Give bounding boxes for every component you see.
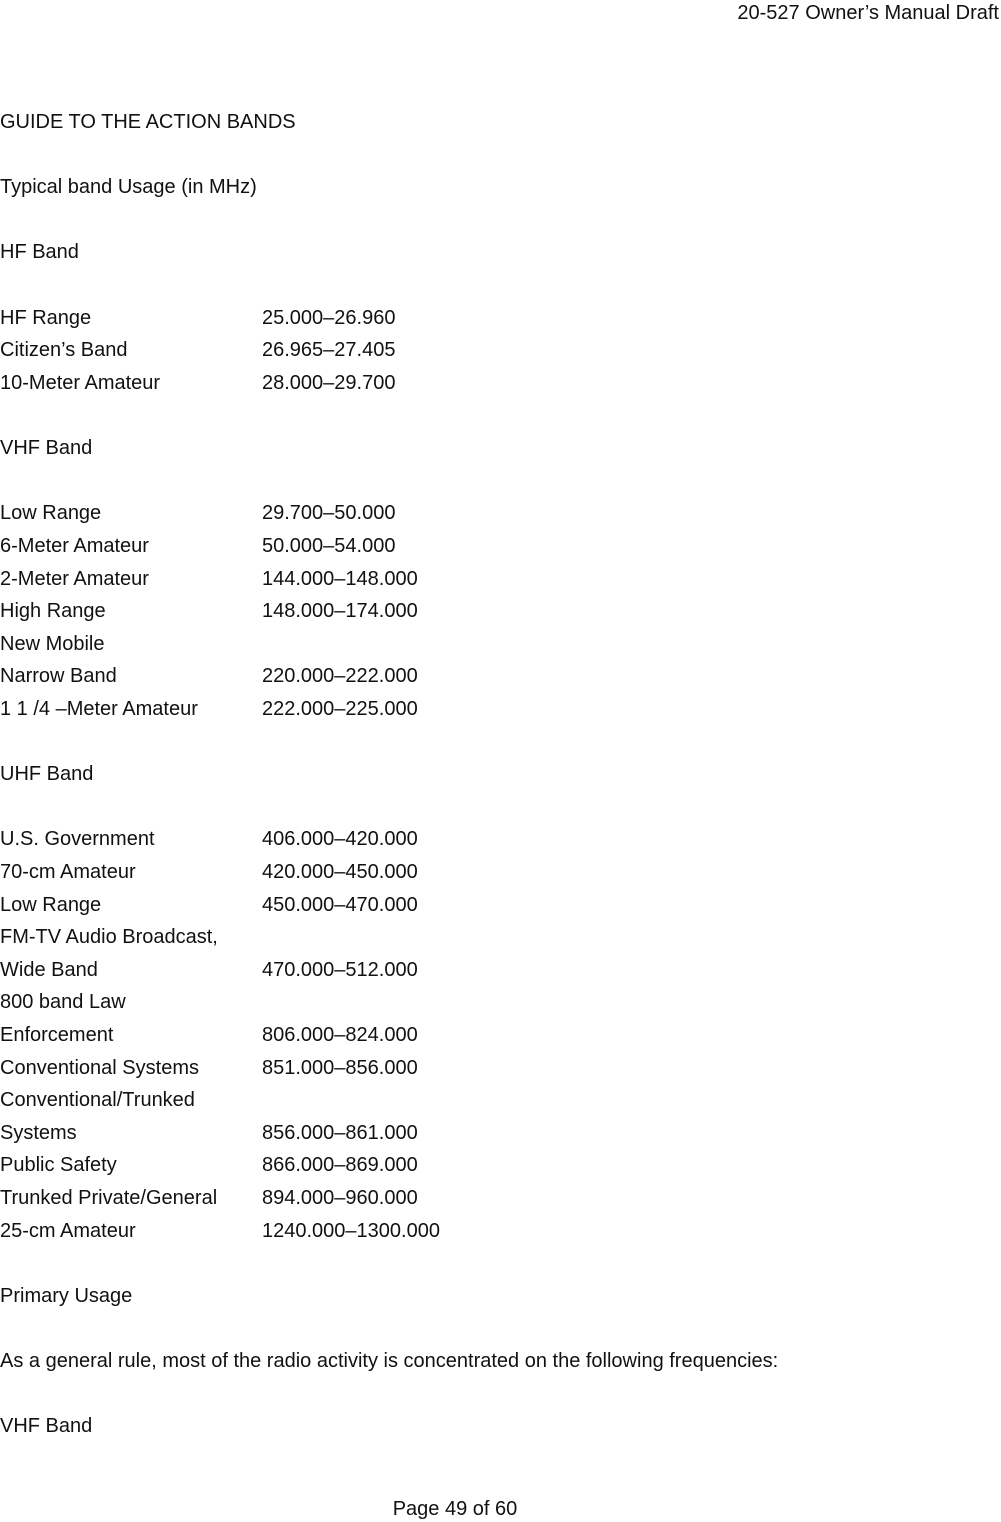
band-row-value: 1240.000–1300.000 [262, 1220, 440, 1242]
band-row-value: 50.000–54.000 [262, 535, 396, 557]
primary-usage-heading: Primary Usage [0, 1285, 133, 1307]
band-row [0, 1185, 600, 1211]
hf-band-heading: HF Band [0, 241, 79, 263]
band-row-label: HF Range [0, 307, 92, 329]
band-row-value: 28.000–29.700 [262, 372, 396, 394]
band-row-label: Citizen’s Band [0, 339, 128, 361]
band-row-value: 406.000–420.000 [262, 828, 418, 850]
subtitle: Typical band Usage (in MHz) [0, 176, 257, 198]
band-row [0, 631, 600, 657]
band-row-value: 148.000–174.000 [262, 600, 418, 622]
band-row-value: 26.965–27.405 [262, 339, 396, 361]
band-row [0, 566, 600, 592]
band-row-label: 800 band Law [0, 991, 126, 1013]
band-row [0, 337, 600, 363]
primary-usage-paragraph: As a general rule, most of the radio activity is concentrated on the following frequencies: [0, 1350, 779, 1372]
band-row [0, 1055, 600, 1081]
band-row [0, 957, 600, 983]
band-row [0, 696, 600, 722]
band-row [0, 663, 600, 689]
band-row [0, 1022, 600, 1048]
band-row-label: Conventional/Trunked [0, 1089, 195, 1111]
band-row-label: Low Range [0, 894, 102, 916]
vhf-band-heading: VHF Band [0, 437, 93, 459]
band-row-value: 894.000–960.000 [262, 1187, 418, 1209]
band-row-value: 470.000–512.000 [262, 959, 418, 981]
band-row-label: Enforcement [0, 1024, 114, 1046]
band-row-label: FM-TV Audio Broadcast, [0, 926, 218, 948]
band-row-value: 856.000–861.000 [262, 1122, 418, 1144]
band-row [0, 305, 600, 331]
band-row-label: 25-cm Amateur [0, 1220, 136, 1242]
band-row-label: 2-Meter Amateur [0, 568, 149, 590]
band-row-label: U.S. Government [0, 828, 155, 850]
band-row-value: 420.000–450.000 [262, 861, 418, 883]
band-row-value: 220.000–222.000 [262, 665, 418, 687]
band-row-value: 866.000–869.000 [262, 1154, 418, 1176]
band-row [0, 826, 600, 852]
band-row-label: Narrow Band [0, 665, 117, 687]
band-row [0, 598, 600, 624]
band-row-value: 222.000–225.000 [262, 698, 418, 720]
document-header-title: 20-527 Owner’s Manual Draft [737, 2, 999, 24]
band-row-label: 1 1 /4 –Meter Amateur [0, 698, 198, 720]
band-row-label: New Mobile [0, 633, 105, 655]
band-row-label: High Range [0, 600, 106, 622]
vhf-band-subheading: VHF Band [0, 1415, 93, 1437]
band-row-label: 10-Meter Amateur [0, 372, 161, 394]
band-row [0, 1218, 600, 1244]
band-row-label: Conventional Systems [0, 1057, 199, 1079]
uhf-band-heading: UHF Band [0, 763, 94, 785]
band-row-label: Systems [0, 1122, 77, 1144]
band-row [0, 1152, 600, 1178]
band-row [0, 533, 600, 559]
band-row-value: 851.000–856.000 [262, 1057, 418, 1079]
band-row-label: 70-cm Amateur [0, 861, 136, 883]
band-row-value: 144.000–148.000 [262, 568, 418, 590]
band-row-label: Public Safety [0, 1154, 117, 1176]
section-title: GUIDE TO THE ACTION BANDS [0, 111, 296, 133]
band-row [0, 1120, 600, 1146]
page-number: Page 49 of 60 [392, 1498, 518, 1520]
band-row [0, 892, 600, 918]
band-row-label: Trunked Private/General [0, 1187, 218, 1209]
band-row-label: Wide Band [0, 959, 98, 981]
band-row-value: 29.700–50.000 [262, 502, 396, 524]
band-row-value: 25.000–26.960 [262, 307, 396, 329]
band-row-value: 806.000–824.000 [262, 1024, 418, 1046]
band-row-label: 6-Meter Amateur [0, 535, 149, 557]
band-row [0, 500, 600, 526]
band-row [0, 859, 600, 885]
band-row-value: 450.000–470.000 [262, 894, 418, 916]
band-row [0, 370, 600, 396]
band-row [0, 989, 600, 1015]
band-row [0, 924, 600, 950]
band-row-label: Low Range [0, 502, 102, 524]
band-row [0, 1087, 600, 1113]
